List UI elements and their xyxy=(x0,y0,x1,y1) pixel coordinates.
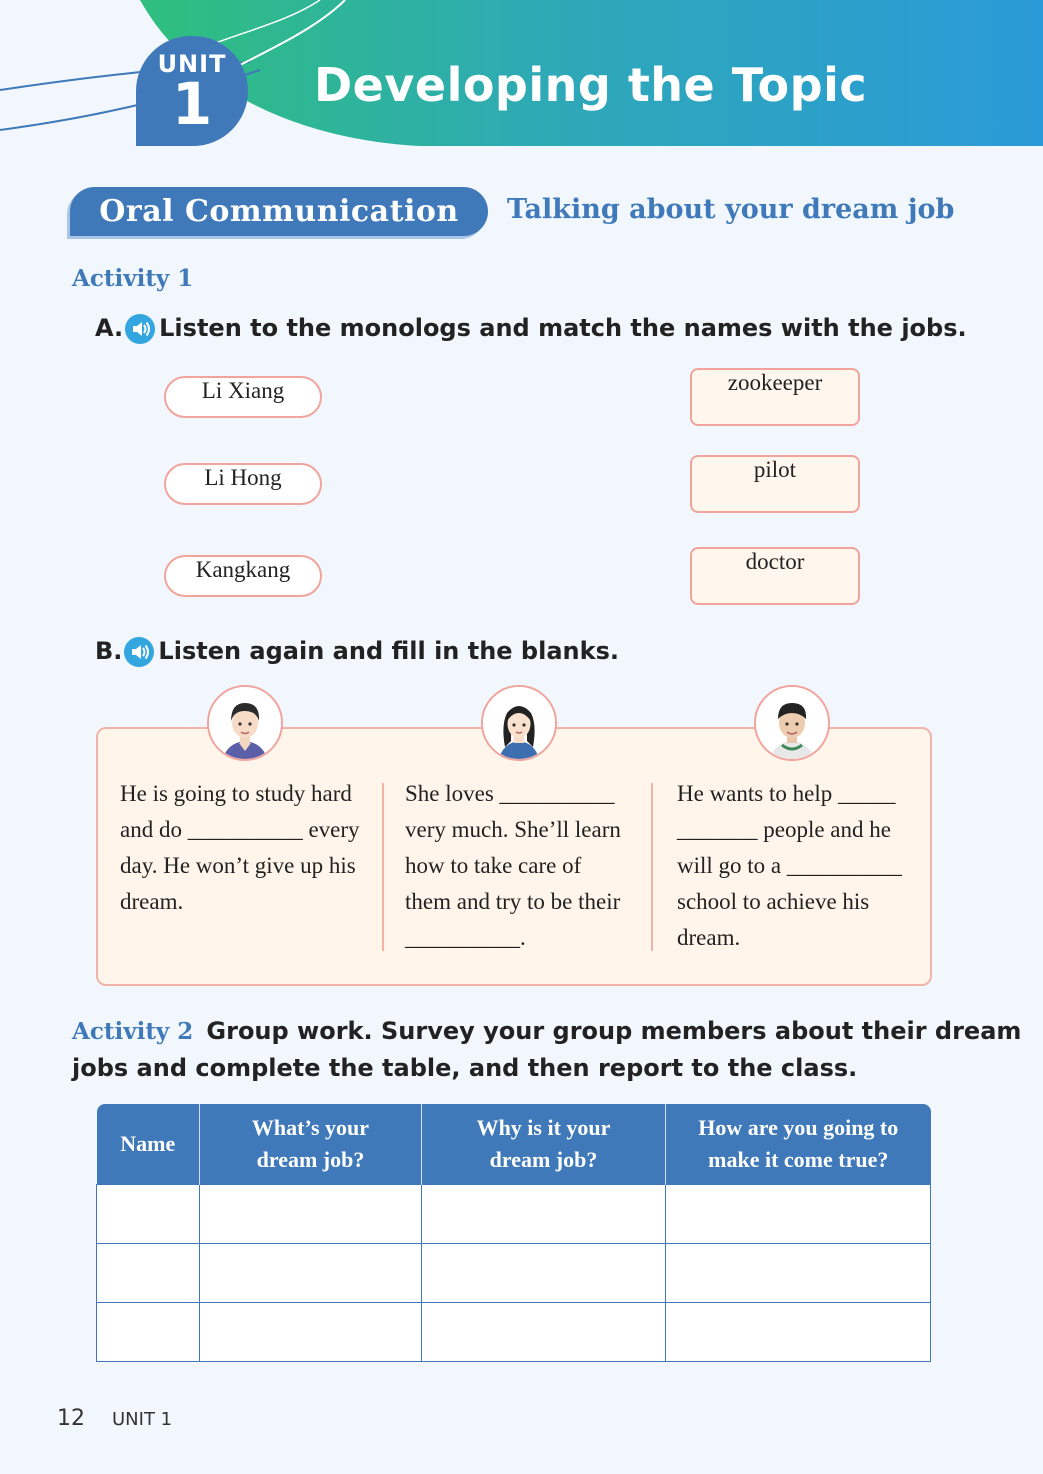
table-header-row xyxy=(97,1104,931,1185)
text-line[interactable]: _______ people and he xyxy=(677,817,891,842)
text-line: very much. She’ll learn xyxy=(405,817,621,842)
survey-table xyxy=(96,1104,931,1362)
blank-column-2 xyxy=(405,776,655,956)
table-row xyxy=(97,1185,931,1244)
job-box[interactable]: doctor xyxy=(690,547,860,605)
part-b-instruction: Listen again and fill in the blanks. xyxy=(158,637,619,665)
part-a-instruction-row xyxy=(95,314,967,344)
part-b-letter: B. xyxy=(95,637,123,665)
table-cell[interactable] xyxy=(422,1303,666,1362)
page-number: 12 xyxy=(57,1406,85,1431)
table-row xyxy=(97,1303,931,1362)
audio-speaker-icon[interactable] xyxy=(124,637,154,667)
table-cell[interactable] xyxy=(422,1244,666,1303)
text-line: how to take care of xyxy=(405,853,582,878)
unit-label: UNIT xyxy=(157,50,227,78)
part-b-instruction-row xyxy=(95,637,619,667)
table-row xyxy=(97,1244,931,1303)
header-name: Name xyxy=(97,1104,200,1185)
text-line[interactable]: will go to a __________ xyxy=(677,853,902,878)
boy-avatar-icon xyxy=(754,685,830,761)
part-a-instruction: Listen to the monologs and match the names with the jobs. xyxy=(159,314,967,342)
name-pill[interactable]: Li Hong xyxy=(164,463,322,505)
girl-avatar-icon xyxy=(481,685,557,761)
activity-2-instruction-line2: jobs and complete the table, and then report to the class. xyxy=(72,1054,858,1082)
header-why: Why is it your dream job? xyxy=(422,1104,666,1185)
unit-number: 1 xyxy=(171,70,213,138)
text-line[interactable]: __________. xyxy=(405,925,526,950)
text-line: school to achieve his xyxy=(677,889,870,914)
table-cell[interactable] xyxy=(666,1185,931,1244)
column-divider xyxy=(382,783,384,951)
table-cell[interactable] xyxy=(97,1244,200,1303)
unit-badge xyxy=(136,36,248,146)
activity-2-instruction-line1: Group work. Survey your group members about their dream xyxy=(206,1017,1022,1045)
header-how: How are you going to make it come true? xyxy=(666,1104,931,1185)
table-cell[interactable] xyxy=(200,1244,422,1303)
text-line: dream. xyxy=(677,925,741,950)
blank-column-1 xyxy=(120,776,370,920)
name-pill[interactable]: Li Xiang xyxy=(164,376,322,418)
table-cell[interactable] xyxy=(97,1185,200,1244)
part-a-letter: A. xyxy=(95,314,124,342)
table-cell[interactable] xyxy=(422,1185,666,1244)
footer-unit: UNIT 1 xyxy=(112,1409,173,1430)
text-line: day. He won’t give up his xyxy=(120,853,356,878)
header-dream-job: What’s your dream job? xyxy=(200,1104,422,1185)
page-title: Developing the Topic xyxy=(314,58,868,112)
table-cell[interactable] xyxy=(200,1303,422,1362)
text-line[interactable]: and do __________ every xyxy=(120,817,360,842)
audio-speaker-icon[interactable] xyxy=(125,314,155,344)
activity-2-label: Activity 2 xyxy=(72,1018,194,1045)
text-line: He is going to study hard xyxy=(120,781,352,806)
boy-avatar-icon xyxy=(207,685,283,761)
activity-2-row xyxy=(72,1017,1021,1045)
table-cell[interactable] xyxy=(666,1303,931,1362)
section-label: Oral Communication xyxy=(70,187,488,236)
section-subtitle: Talking about your dream job xyxy=(507,194,955,225)
blank-column-3 xyxy=(677,776,927,956)
job-box[interactable]: zookeeper xyxy=(690,368,860,426)
text-line[interactable]: He wants to help _____ xyxy=(677,781,896,806)
text-line[interactable]: She loves __________ xyxy=(405,781,615,806)
table-cell[interactable] xyxy=(97,1303,200,1362)
text-line: them and try to be their xyxy=(405,889,621,914)
text-line: dream. xyxy=(120,889,184,914)
table-cell[interactable] xyxy=(666,1244,931,1303)
name-pill[interactable]: Kangkang xyxy=(164,555,322,597)
job-box[interactable]: pilot xyxy=(690,455,860,513)
table-cell[interactable] xyxy=(200,1185,422,1244)
activity-1-label: Activity 1 xyxy=(72,265,194,292)
